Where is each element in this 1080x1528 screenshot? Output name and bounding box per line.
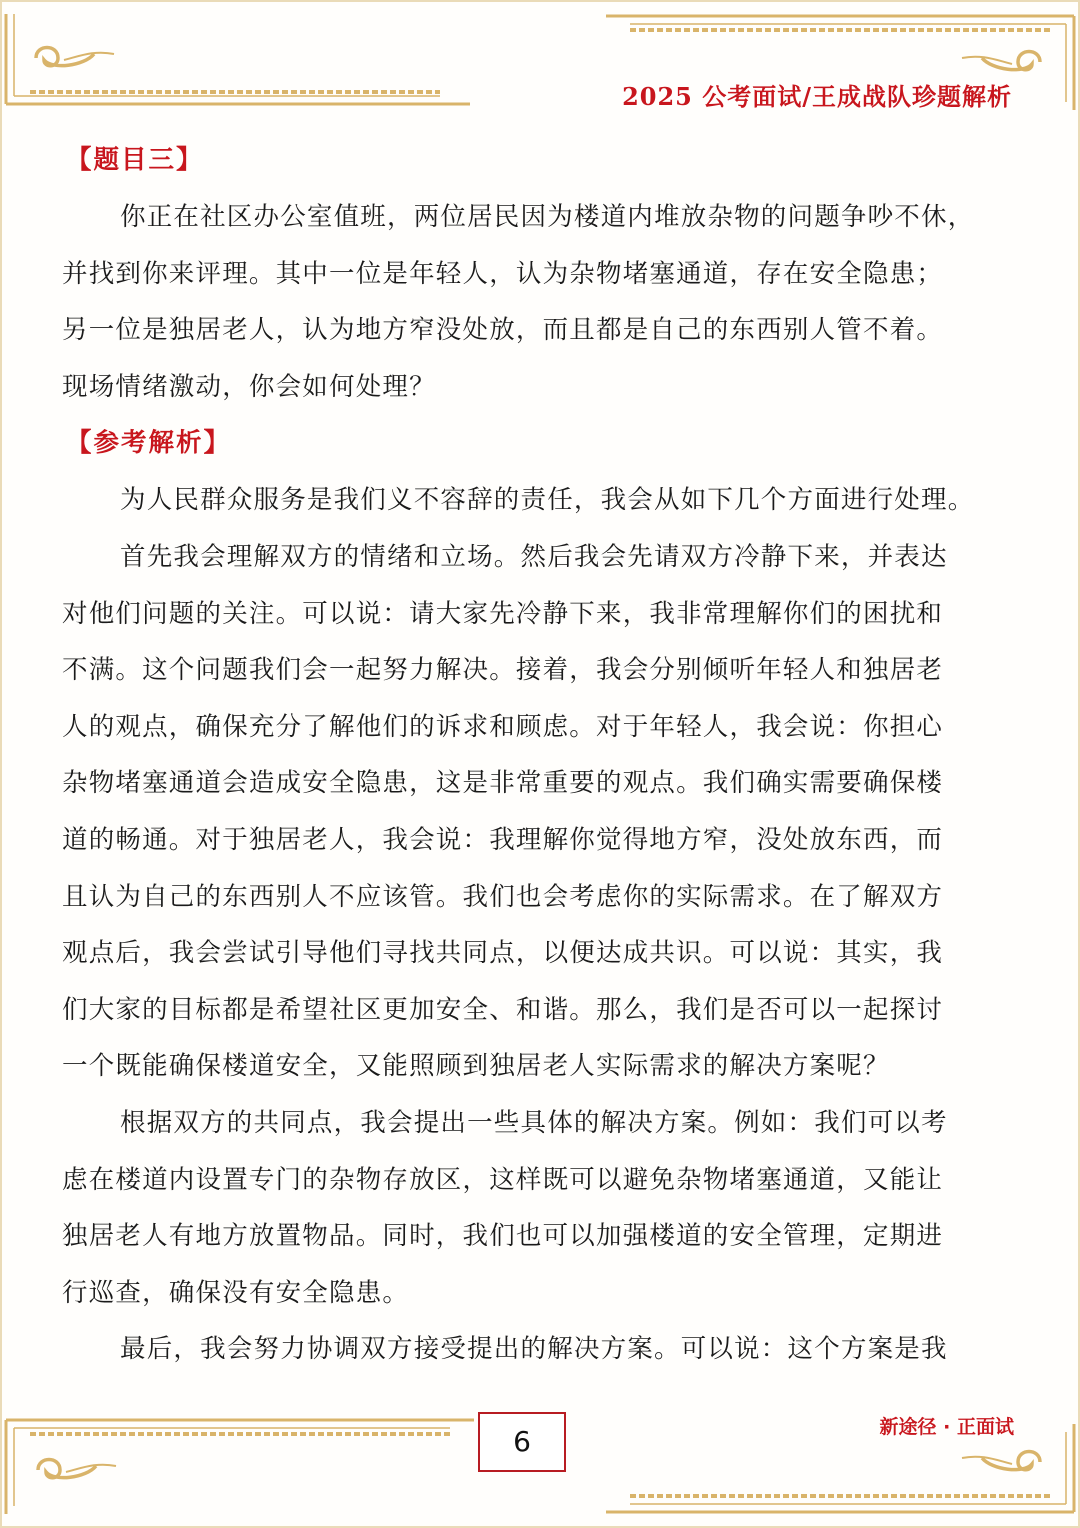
analysis-paragraph — [62, 472, 1034, 529]
corner-ornament-top-left — [6, 14, 470, 104]
text-line: 另一位是独居老人，认为地方窄没处放，而且都是自己的东西别人管不着。 — [62, 315, 944, 346]
analysis-text — [62, 472, 1034, 1378]
text-line: 一个既能确保楼道安全，又能照顾到独居老人实际需求的解决方案呢？ — [62, 1051, 890, 1082]
text-line: 现场情绪激动，你会如何处理？ — [62, 371, 436, 402]
analysis-heading: 【参考解析】 — [66, 428, 232, 459]
text-line: 观点后，我会尝试引导他们寻找共同点，以便达成共识。可以说：其实，我 — [62, 938, 944, 969]
text-line: 并找到你来评理。其中一位是年轻人，认为杂物堵塞通道，存在安全隐患； — [62, 258, 944, 289]
analysis-paragraph — [62, 1321, 1034, 1378]
main-content — [62, 132, 1034, 1378]
text-line: 不满。这个问题我们会一起努力解决。接着，我会分别倾听年轻人和独居老 — [62, 655, 944, 686]
header-title: 2025 公考面试/王成战队珍题解析 — [622, 82, 1012, 111]
analysis-paragraph — [62, 529, 1034, 1095]
text-line: 且认为自己的东西别人不应该管。我们也会考虑你的实际需求。在了解双方 — [62, 881, 944, 912]
footer-brand: 新途径 · 正面试 — [879, 1416, 1014, 1438]
text-line: 首先我会理解双方的情绪和立场。然后我会先请双方冷静下来，并表达 — [120, 541, 948, 572]
question-text — [62, 189, 1034, 415]
text-line: 对他们问题的关注。可以说：请大家先冷静下来，我非常理解你们的困扰和 — [62, 598, 944, 629]
text-line: 独居老人有地方放置物品。同时，我们也可以加强楼道的安全管理，定期进 — [62, 1221, 944, 1252]
text-line: 根据双方的共同点，我会提出一些具体的解决方案。例如：我们可以考 — [120, 1107, 948, 1138]
analysis-paragraph — [62, 1095, 1034, 1321]
text-line: 们大家的目标都是希望社区更加安全、和谐。那么，我们是否可以一起探讨 — [62, 994, 944, 1025]
corner-ornament-bottom-left — [6, 1420, 474, 1514]
text-line: 为人民群众服务是我们义不容辞的责任，我会从如下几个方面进行处理。 — [120, 485, 975, 516]
question-heading: 【题目三】 — [66, 145, 204, 175]
text-line: 行巡查，确保没有安全隐患。 — [62, 1277, 410, 1308]
text-line: 最后，我会努力协调双方接受提出的解决方案。可以说：这个方案是我 — [120, 1334, 948, 1365]
text-line: 虑在楼道内设置专门的杂物存放区，这样既可以避免杂物堵塞通道，又能让 — [62, 1164, 944, 1195]
page-number: 6 — [478, 1412, 566, 1472]
text-line: 道的畅通。对于独居老人，我会说：我理解你觉得地方窄，没处放东西，而 — [62, 824, 944, 855]
text-line: 人的观点，确保充分了解他们的诉求和顾虑。对于年轻人，我会说：你担心 — [62, 711, 944, 742]
text-line: 杂物堵塞通道会造成安全隐患，这是非常重要的观点。我们确实需要确保楼 — [62, 768, 944, 799]
text-line: 你正在社区办公室值班，两位居民因为楼道内堆放杂物的问题争吵不休， — [120, 202, 975, 232]
